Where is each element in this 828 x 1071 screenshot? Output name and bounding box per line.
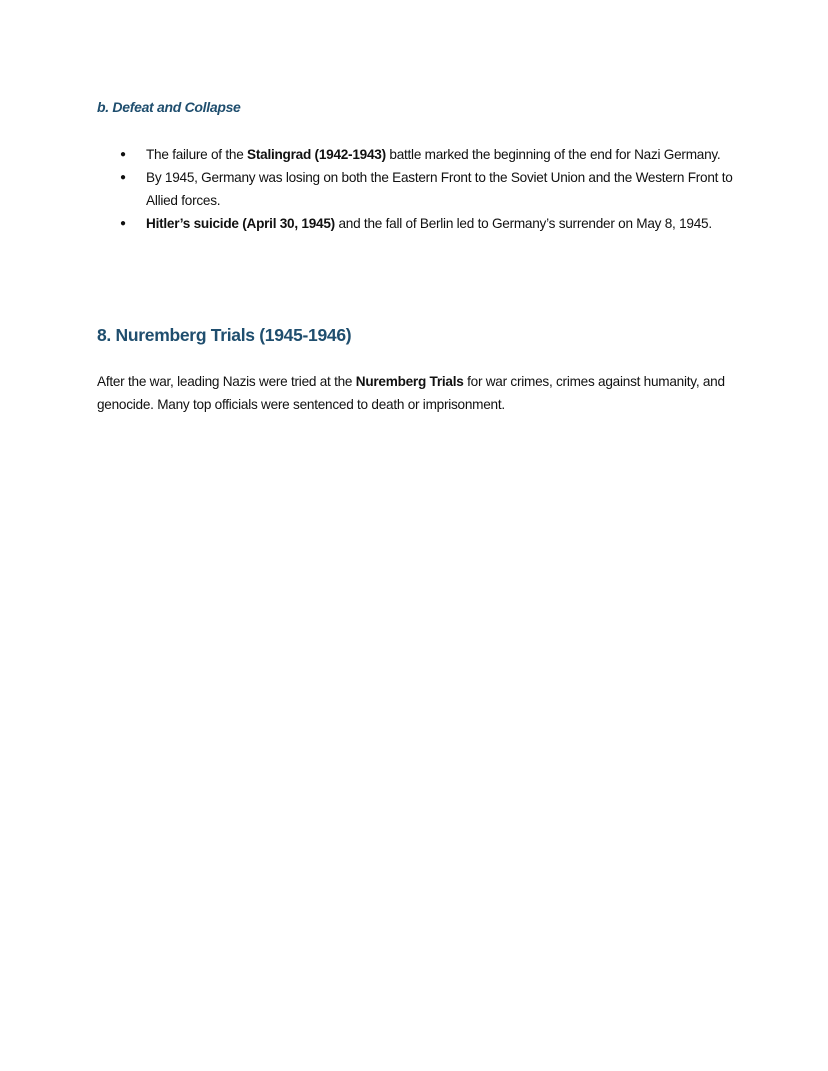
text: for war crimes, crimes against humanity, and genocide. Many top officials were sentenced to death or imprisonment. <box>97 374 725 412</box>
bold-text: Hitler’s suicide (April 30, 1945) <box>146 216 335 231</box>
section-heading: 8. Nuremberg Trials (1945-1946) <box>97 325 352 345</box>
text: and the fall of Berlin led to Germany’s surrender on May 8, 1945. <box>334 216 712 231</box>
list-item <box>97 143 747 166</box>
list-item <box>97 212 747 235</box>
text: The failure of the <box>146 147 248 162</box>
paragraph <box>97 370 737 416</box>
bold-text: Nuremberg Trials <box>355 374 464 389</box>
text: After the war, leading Nazis were tried at the <box>97 374 356 389</box>
bold-text: Stalingrad (1942-1943) <box>247 147 386 162</box>
text: By 1945, Germany was losing on both the Eastern Front to the Soviet Union and the Western Front to Allied forces. <box>146 170 733 208</box>
bullet-icon: ● <box>120 149 126 160</box>
list-item <box>97 166 747 212</box>
text: battle marked the beginning of the end for Nazi Germany. <box>385 147 721 162</box>
bullet-list <box>97 143 747 235</box>
bullet-icon: ● <box>120 172 126 183</box>
subsection-heading: b. Defeat and Collapse <box>97 99 241 115</box>
bullet-icon: ● <box>120 218 126 229</box>
